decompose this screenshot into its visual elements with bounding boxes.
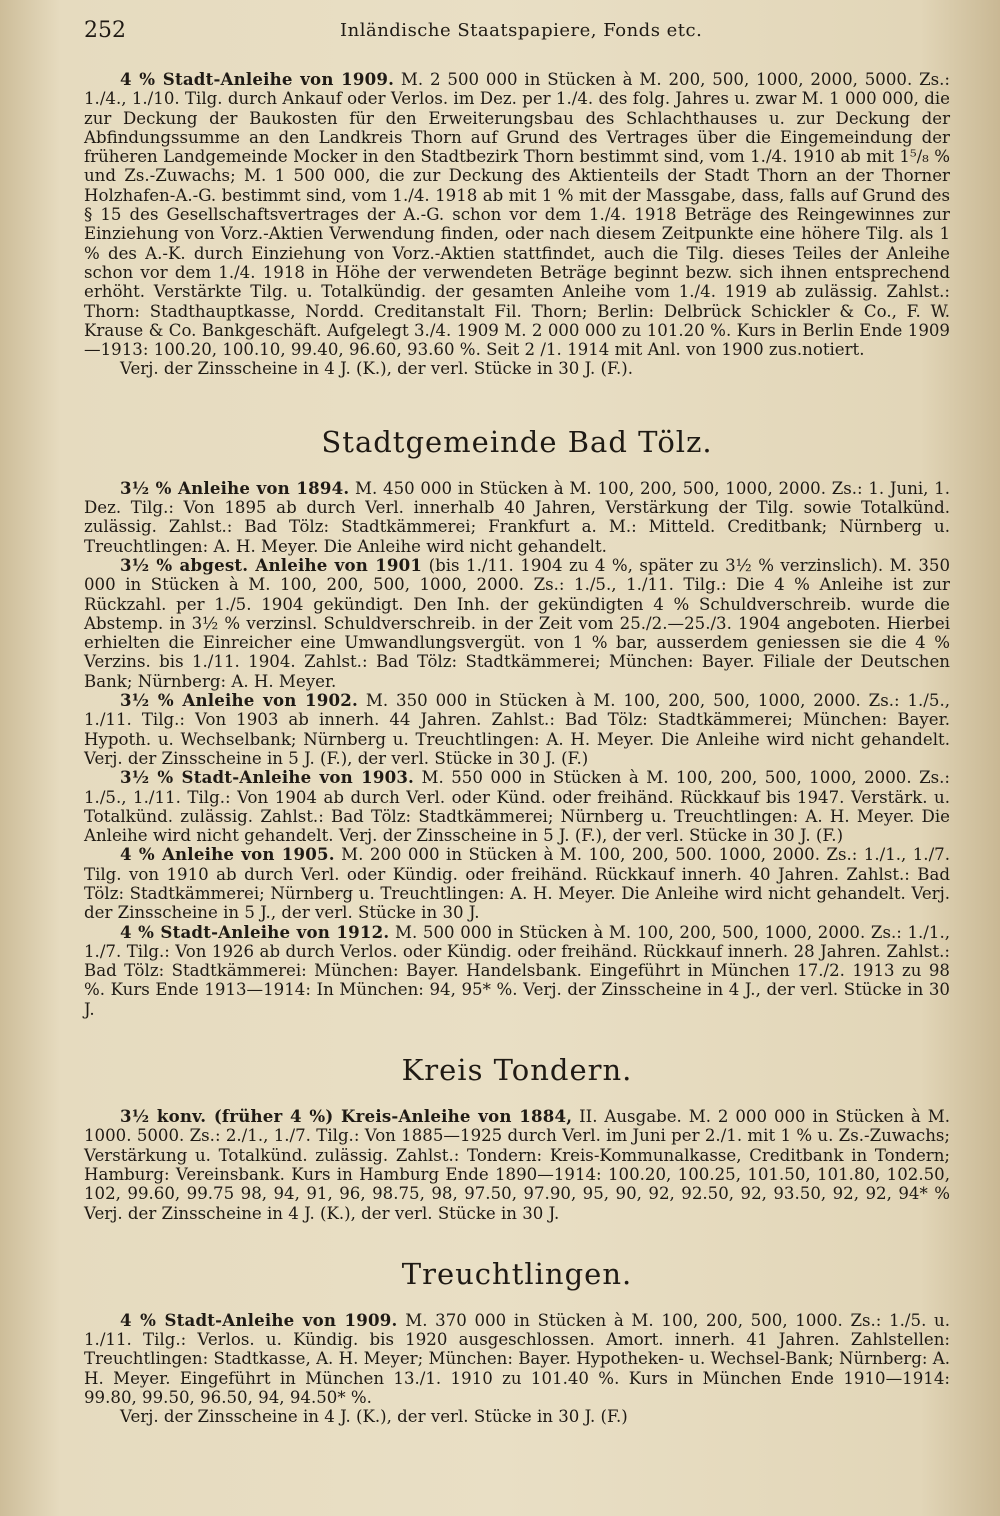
page-number: 252 [84, 18, 126, 43]
entry-text: II. Ausgabe. M. 2 000 000 in Stücken à M. 1000. 5000. Zs.: 2./1., 1./7. Tilg.: Von 1885—1925 durch Verl. im Juni per 2./1. mit 1 % u. Zs.-Zuwachs; Verstärkung u. Totalkünd. zulässig. Zahlst.: Tondern: Kreis-Kommunalkasse, Creditbank in Tondern; Hamburg: Vereinsbank. Kurs in Hamburg Ende 1890—1914: 100.20, 100.25, 101.50, 101.80, 102.50, 102, 99.60, 99.75 98, 94, 91, 96, 98.75, 98, 97.50, 97.90, 95, 90, 92, 92.50, 92, 93.50, 92, 92, 94* % Verj. der Zinsscheine in 4 J. (K.), der verl. Stücke in 30 J. [84, 1107, 950, 1223]
entry-paragraph [84, 1407, 950, 1426]
entry-text: M. 450 000 in Stücken à M. 100, 200, 500, 1000, 2000. Zs.: 1. Juni, 1. Dez. Tilg.: Von 1895 ab durch Verl. innerhalb 40 Jahren, Verstärkung der Tilg. sowie Totalkünd. zulässig. Zahlst.: Bad Tölz: Stadtkämmerei; Frankfurt a. M.: Mitteld. Creditbank; Nürnberg u. Treuchtlingen: A. H. Meyer. Die Anleihe wird nicht gehandelt. [84, 478, 950, 556]
entry-text: M. 200 000 in Stücken à M. 100, 200, 500. 1000, 2000. Zs.: 1./1., 1./7. Tilg. von 1910 ab durch Verl. oder Kündig. oder freihänd. Rückkauf innerh. 40 Jahren. Zahlst.: Bad Tölz: Stadtkämmerei; Nürnberg u. Treuchtlingen: A. H. Meyer. Die Anleihe wird nicht gehandelt. Verj. der Zinsscheine in 5 J., der verl. Stücke in 30 J. [84, 845, 950, 923]
entry-paragraph [84, 1107, 950, 1223]
section-heading: Stadtgemeinde Bad Tölz. [321, 424, 713, 459]
entry-text: Verj. der Zinsscheine in 4 J. (K.), der verl. Stücke in 30 J. (F.). [120, 359, 633, 379]
entry-lead: 3½ % abgest. Anleihe von 1901 [120, 554, 423, 575]
entry-lead: 3½ % Anleihe von 1902. [120, 690, 359, 711]
entry-lead: 4 % Stadt-Anleihe von 1909. [120, 1309, 398, 1330]
entry-lead: 4 % Stadt-Anleihe von 1909. [120, 69, 395, 89]
entry-text: M. 350 000 in Stücken à M. 100, 200, 500, 1000, 2000. Zs.: 1./5., 1./11. Tilg.: Von 1903 ab innerh. 44 Jahren. Zahlst.: Bad Tölz: Stadtkämmerei; München: Bayer. Hypoth. u. Wechselbank; Nürnberg u. Treuchtlingen: A. H. Meyer. Die Anleihe wird nicht gehandelt. Verj. der Zinsscheine in 5 J. (F.), der verl. Stücke in 30 J. (F.) [84, 691, 951, 768]
section-heading: Treuchtlingen. [401, 1256, 633, 1291]
entry-paragraph [84, 70, 950, 359]
entry-lead: 3½ konv. (früher 4 %) Kreis-Anleihe von 1884, [120, 1106, 573, 1127]
entry-text: M. 550 000 in Stücken à M. 100, 200, 500, 1000, 2000. Zs.: 1./5., 1./11. Tilg.: Von 1904 ab durch Verl. oder Künd. oder freihänd. Rückkauf bis 1947. Verstärk. u. Totalkünd. zulässig. Zahlst.: Bad Tölz: Stadtkämmerei; Nürnberg u. Treuchtlingen: A. H. Meyer. Die Anleihe wird nicht gehandelt. Verj. der Zinsscheine in 5 J. (F.), der verl. Stücke in 30 J. (F.) [84, 768, 950, 846]
entry-paragraph [84, 923, 950, 1019]
entry-paragraph [84, 479, 950, 556]
entry-text: M. 370 000 in Stücken à M. 100, 200, 500, 1000. Zs.: 1./5. u. 1./11. Tilg.: Verlos. u. Kündig. bis 1920 ausgeschlossen. Amort. innerh. 41 Jahren. Zahlstellen: Treuchtlingen: Stadtkasse, A. H. Meyer; München: Bayer. Hypotheken- u. Wechsel-Bank; Nürnberg: A. H. Meyer. Eingeführt in München 13./1. 1910 zu 101.40 %. Kurs in München Ende 1910—1914: 99.80, 99.50, 96.50, 94, 94.50* %. [84, 1310, 950, 1408]
running-title: Inländische Staatspapiere, Fonds etc. [340, 20, 703, 41]
entry-text: (bis 1./11. 1904 zu 4 %, später zu 3½ % verzinslich). M. 350 000 in Stücken à M. 100, 200, 500, 1000, 2000. Zs.: 1./5., 1./11. Tilg.: Die 4 % Anleihe ist zur Rückzahl. per 1./5. 1904 gekündigt. Den Inh. der gekündigten 4 % Schuldverschreib. wurde die Abstemp. in 3½ % verzinsl. Schuldverschreib. in der Zeit vom 25./2.—25./3. 1904 angeboten. Hierbei erhielten die Einreicher eine Umwandlungsvergüt. von 1 % bar, ausserdem geniessen sie die 4 % Verzins. bis 1./11. 1904. Zahlst.: Bad Tölz: Stadtkämmerei; München: Bayer. Filiale der Deutschen Bank; Nürnberg: A. H. Meyer. [84, 555, 950, 691]
entry-lead: 4 % Stadt-Anleihe von 1912. [120, 921, 390, 942]
entry-paragraph [84, 691, 950, 768]
entry-lead: 3½ % Anleihe von 1894. [120, 477, 350, 498]
entry-text: M. 500 000 in Stücken à M. 100, 200, 500, 1000, 2000. Zs.: 1./1., 1./7. Tilg.: Von 1926 ab durch Verlos. oder Kündig. oder freihänd. Rückkauf innerh. 28 Jahren. Zahlst.: Bad Tölz: Stadtkämmerei: München: Bayer. Handelsbank. Eingeführt in München 17./2. 1913 zu 98 %. Kurs Ende 1913—1914: In München: 94, 95* %. Verj. der Zinsscheine in 4 J., der verl. Stücke in 30 J. [84, 922, 950, 1019]
entry-lead: 3½ % Stadt-Anleihe von 1903. [120, 767, 415, 788]
entry-text: M. 2 500 000 in Stücken à M. 200, 500, 1000, 2000, 5000. Zs.: 1./4., 1./10. Tilg. durch Ankauf oder Verlos. im Dez. per 1./4. des folg. Jahres u. zwar M. 1 000 000, die zur Deckung der Baukosten für den Erweiterungsbau des Schlachthauses u. zur Deckung der Abfindungssumme an den Landkreis Thorn auf Grund des Vertrages über die Eingemeindung der früheren Landgemeinde Mocker in den Stadtbezirk Thorn bestimmt sind, vom 1./4. 1910 ab mit 1⁵/₈ % und Zs.-Zuwachs; M. 1 500 000, die zur Deckung des Aktienteils der Stadt Thorn an der Thorner Holzhafen-A.-G. bestimmt sind, vom 1./4. 1918 ab mit 1 % mit der Massgabe, dass, falls auf Grund des § 15 des Gesellschaftsvertrages der A.-G. schon vor dem 1./4. 1918 Beträge des Reingewinnes zur Einziehung von Vorz.-Aktien Verwendung finden, oder nach diesem Zeitpunkte eine höhere Tilg. als 1 % des A.-K. durch Einziehung von Vorz.-Aktien stattfindet, auch die Tilg. dieses Teiles der Anleihe schon vor dem 1./4. 1918 in Höhe der verwendeten Beträge beginnt bezw. sich ihnen entsprechend erhöht. Verstärkte Tilg. u. Totalkündig. der gesamten Anleihe vom 1./4. 1919 ab zulässig. Zahlst.: Thorn: Stadthauptkasse, Nordd. Creditanstalt Fil. Thorn; Berlin: Delbrück Schickler & Co., F. W. Krause & Co. Bankgeschäft. Aufgelegt 3./4. 1909 M. 2 000 000 zu 101.20 %. Kurs in Berlin Ende 1909—1913: 100.20, 100.10, 99.40, 96.60, 93.60 %. Seit 2 /1. 1914 mit Anl. von 1900 zus.notiert. [84, 70, 950, 360]
entry-text: Verj. der Zinsscheine in 4 J. (K.), der verl. Stücke in 30 J. (F.) [120, 1407, 628, 1427]
entry-paragraph [84, 768, 950, 845]
entry-paragraph [84, 359, 950, 378]
entry-lead: 4 % Anleihe von 1905. [120, 844, 335, 865]
entry-paragraph [84, 556, 950, 691]
section-heading: Kreis Tondern. [401, 1053, 633, 1088]
page-header [84, 18, 952, 48]
entry-paragraph [84, 1311, 950, 1407]
entry-paragraph [84, 845, 950, 922]
page-content [84, 70, 950, 1427]
